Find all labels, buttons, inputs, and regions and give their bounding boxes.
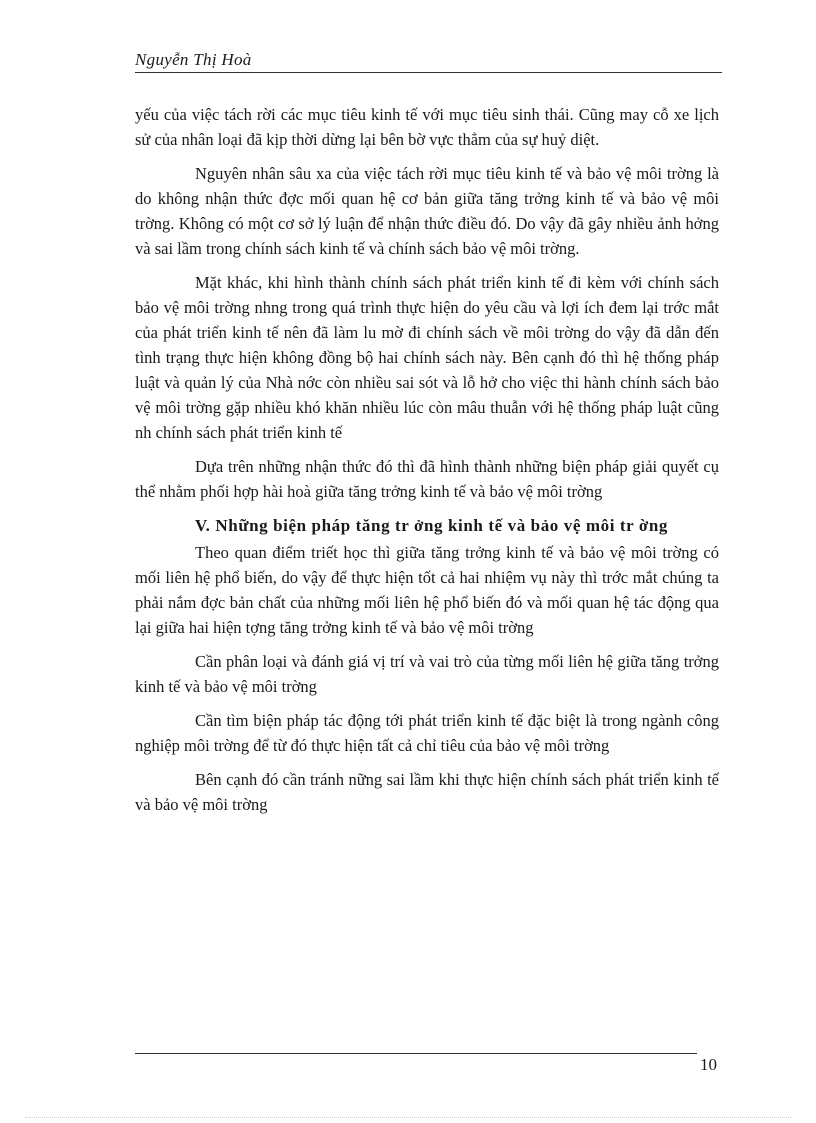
page-number: 10 — [700, 1055, 717, 1074]
paragraph: Mặt khác, khi hình thành chính sách phát triển kinh tế đi kèm với chính sách bảo vệ môi trờng nhng trong quá trình thực hiện do yêu cầu và lợi ích đem lại trớc mắt của phát triển kinh tế nên đã làm lu mờ đi chính sách về môi trờng do vậy đã dẫn đến tình trạng thực hiện không đồng bộ hai chính sách này. Bên cạnh đó thì hệ thống pháp luật và quản lý của Nhà nớc còn nhiều sai sót và lỗ hở cho việc thi hành chính sách bảo vệ môi trờng gặp nhiều khó khăn nhiều lúc còn mâu thuẫn với hệ thống pháp luật cũng nh chính sách phát triển kinh tế — [135, 273, 719, 442]
paragraph: Cần tìm biện pháp tác động tới phát triển kinh tế đặc biệt là trong ngành công nghiệp môi trờng để từ đó thực hiện tất cả chỉ tiêu của bảo vệ môi trờng — [135, 711, 719, 755]
paragraph: Bên cạnh đó cần tránh nững sai lầm khi thực hiện chính sách phát triển kinh tế và bảo vệ môi trờng — [135, 770, 719, 814]
paragraph: Nguyên nhân sâu xa của việc tách rời mục tiêu kinh tế và bảo vệ môi trờng là do không nhận thức đợc mối quan hệ cơ bản giữa tăng trởng kinh tế và bảo vệ môi trờng. Không có một cơ sở lý luận để nhận thức điều đó. Do vậy đã gây nhiều ảnh hởng và sai lầm trong chính sách kinh tế và chính sách bảo vệ môi trờng. — [135, 164, 719, 258]
paragraph: Dựa trên những nhận thức đó thì đã hình thành những biện pháp giải quyết cụ thể nhằm phối hợp hài hoà giữa tăng trởng kinh tế và bảo vệ môi trờng — [135, 457, 719, 501]
paragraph-continuation: yếu của việc tách rời các mục tiêu kinh tế với mục tiêu sinh thái. Cũng may cỗ xe lịch sử của nhân loại đã kịp thời dừng lại bên bờ vực thẳm của sự huỷ diệt. — [135, 105, 719, 149]
paragraph: Cần phân loại và đánh giá vị trí và vai trò của từng mối liên hệ giữa tăng trởng kinh tế và bảo vệ môi trờng — [135, 652, 719, 696]
footer-divider — [135, 1053, 697, 1054]
page-header — [135, 48, 722, 73]
section-heading: V. Những biện pháp tăng tr ởng kinh tế và bảo vệ môi tr ờng — [195, 516, 668, 535]
author-name: Nguyễn Thị Hoà — [135, 50, 252, 69]
paragraph: Theo quan điểm triết học thì giữa tăng trởng kinh tế và bảo vệ môi trờng có mối liên hệ phổ biến, do vậy để thực hiện tốt cả hai nhiệm vụ này thì trớc mắt chúng ta phải nắm đợc bản chất của những mối liên hệ phổ biến đó và mối quan hệ tác động qua lại giữa hai hiện tợng tăng trởng kinh tế và bảo vệ môi trờng — [135, 543, 719, 637]
document-body — [135, 102, 719, 826]
bottom-dotted-border — [25, 1117, 791, 1118]
